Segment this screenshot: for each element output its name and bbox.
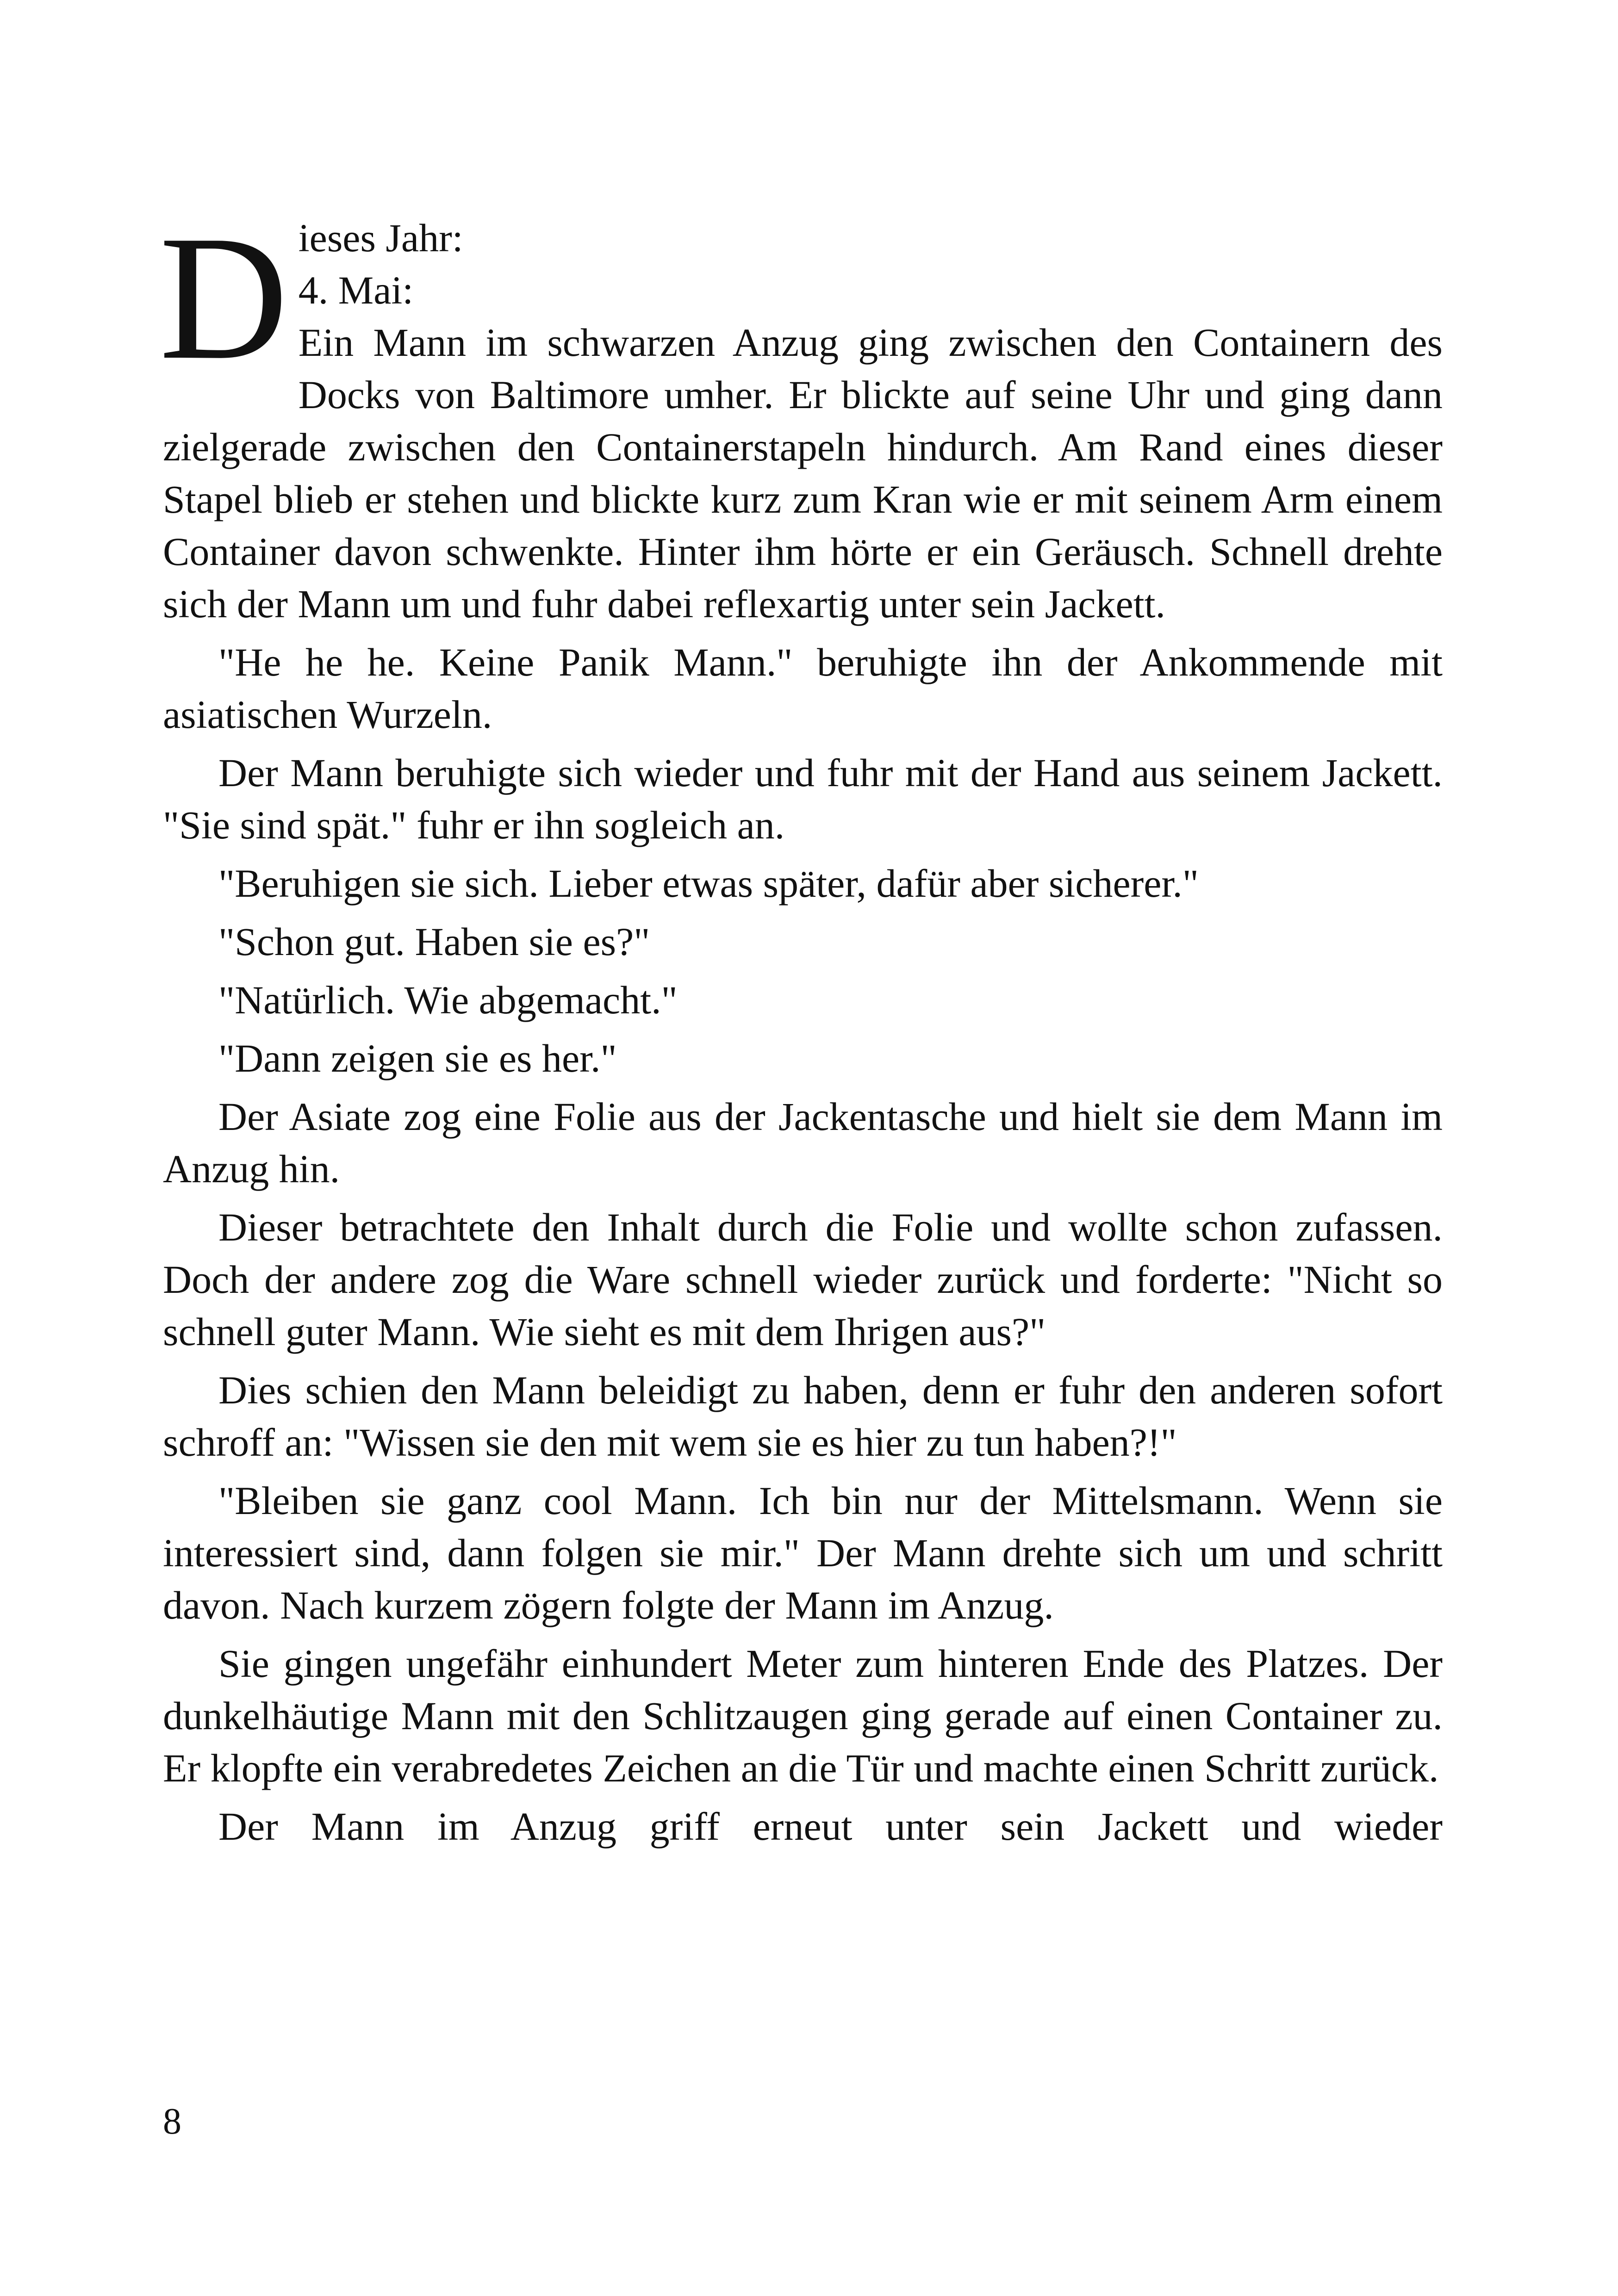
paragraph: "Bleiben sie ganz cool Mann. Ich bin nur der Mittelsmann. Wenn sie interessiert sind, dann folgen sie mir." Der Mann drehte sich um und schritt davon. Nach kurzem zögern folgte der Mann im Anzug. — [163, 1478, 1443, 1627]
body-text — [159, 199, 1443, 1859]
opening-paragraph — [163, 212, 1443, 630]
opening-line-3: Ein Mann im schwarzen Anzug ging zwischen den Containern des Docks von Baltimore umher. Er blickte auf seine Uhr und ging dann zielgerade zwischen den Containerstapeln hindurch. Am Rand eines dieser Stapel blieb er stehen und blickte kurz zum Kran wie er mit seinem Arm einem Container davon schwenkte. Hinter ihm hörte er ein Geräusch. Schnell drehte sich der Mann um und fuhr dabei reflexartig unter sein Jackett. — [163, 320, 1443, 626]
opening-line-2: 4. Mai: — [298, 268, 414, 312]
paragraph: Der Mann im Anzug griff erneut unter sein Jackett und wieder — [218, 1804, 1443, 1849]
paragraph: Dies schien den Mann beleidigt zu haben, denn er fuhr den anderen sofort schroff an: "Wissen sie den mit wem sie es hier zu tun haben?!" — [163, 1368, 1443, 1464]
paragraph: Der Asiate zog eine Folie aus der Jackentasche und hielt sie dem Mann im Anzug hin. — [163, 1094, 1443, 1191]
page-number: 8 — [163, 2101, 181, 2142]
drop-cap-initial: D — [159, 199, 288, 397]
paragraph: "Natürlich. Wie abgemacht." — [218, 978, 678, 1022]
opening-line-1: ieses Jahr: — [298, 216, 463, 260]
paragraph: "Schon gut. Haben sie es?" — [218, 919, 650, 964]
paragraph: Dieser betrachtete den Inhalt durch die Folie und wollte schon zufassen. Doch der andere zog die Ware schnell wieder zurück und forderte: "Nicht so schnell guter Mann. Wie sieht es mit dem Ihrigen aus?" — [163, 1205, 1443, 1354]
paragraph: "Dann zeigen sie es her." — [218, 1036, 617, 1080]
paragraph: Der Mann beruhigte sich wieder und fuhr mit der Hand aus seinem Jackett. "Sie sind spät." fuhr er ihn sogleich an. — [163, 751, 1443, 847]
paragraph: "He he he. Keine Panik Mann." beruhigte ihn der Ankommende mit asiatischen Wurzeln. — [163, 640, 1443, 737]
paragraph: "Beruhigen sie sich. Lieber etwas später, dafür aber sicherer." — [218, 861, 1199, 906]
paragraph: Sie gingen ungefähr einhundert Meter zum hinteren Ende des Platzes. Der dunkelhäutige Mann mit den Schlitzaugen ging gerade auf einen Container zu. Er klopfte ein verabredetes Zeichen an die Tür und machte einen Schritt zurück. — [163, 1641, 1443, 1790]
